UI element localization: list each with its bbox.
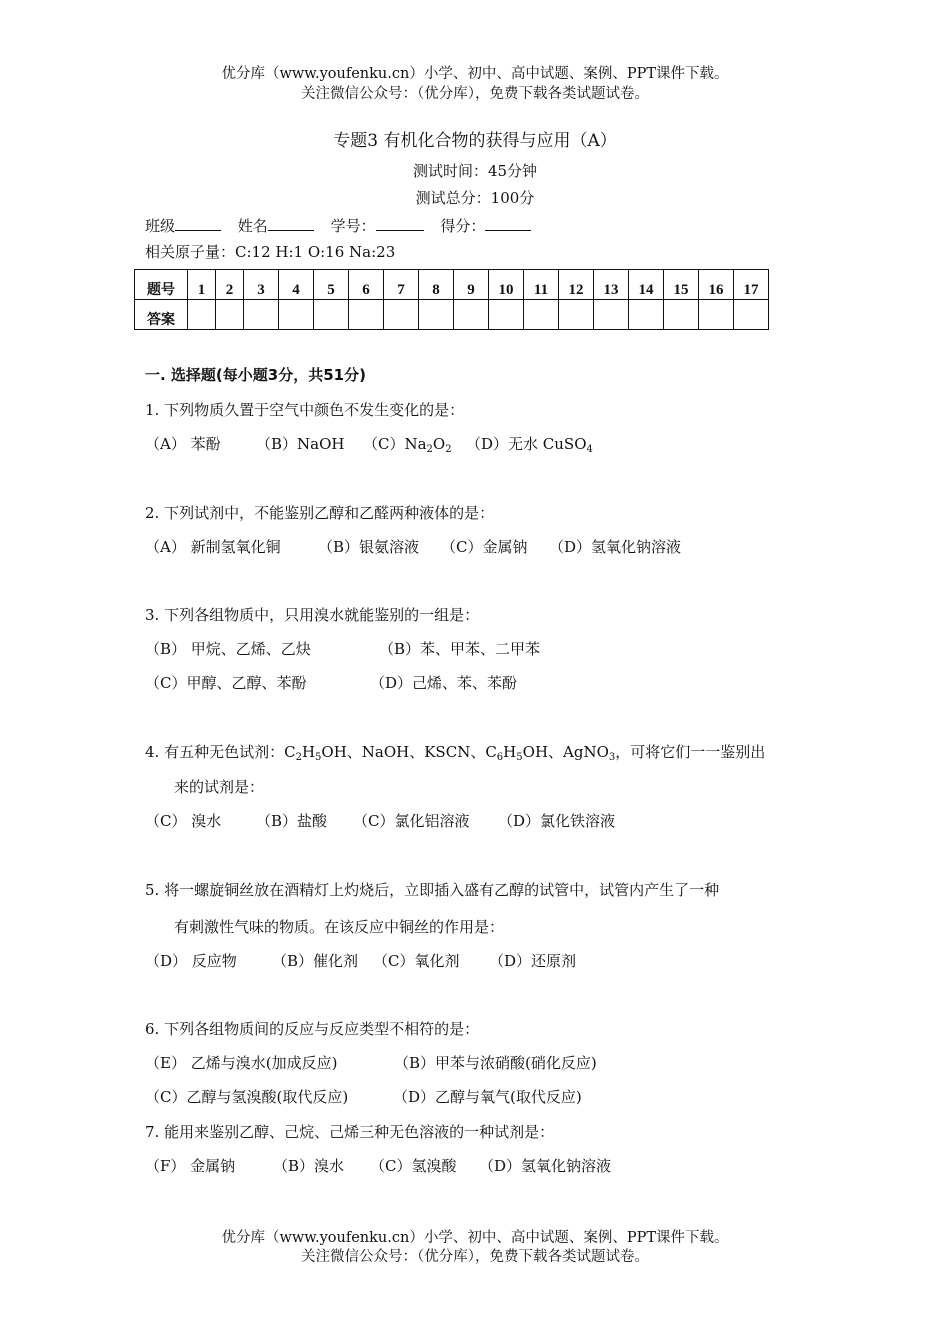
class-blank[interactable] [175,216,221,231]
question-7-stem: 7. 能用来鉴别乙醇、己烷、己烯三种无色溶液的一种试剂是： [145,1123,555,1141]
question-4-stem: 4. 有五种无色试剂：$C_2H_5OH$、NaOH、KSCN、$C_6H_5OH$、AgNO$_3$，可将它们一一鉴别出 [145,743,766,763]
answer-cell[interactable] [244,300,279,330]
question-number-cell: 16 [699,270,734,300]
page-footer-line-1: 优分库（www.youfenku.cn）小学、初中、高中试题、案例、PPT课件下载。 [221,1230,729,1246]
test-time: 测试时间：45分钟 [412,162,538,180]
question-number-cell: 11 [524,270,559,300]
q2-option-a: （A） 新制氢氧化铜 [145,538,281,556]
q4-option-b: （B）盐酸 [256,812,328,830]
answer-cell[interactable] [279,300,314,330]
question-number-cell: 9 [454,270,489,300]
answer-cell[interactable] [629,300,664,330]
q3-option-a: （B） 甲烷、乙烯、乙炔 [145,640,311,658]
question-number-cell: 6 [349,270,384,300]
question-number-cell: 10 [489,270,524,300]
score-blank[interactable] [485,216,531,231]
page-header-line-2: 关注微信公众号：（优分库），免费下载各类试题试卷。 [301,86,649,102]
q6-option-b: （B）甲苯与浓硝酸(硝化反应) [394,1054,597,1072]
question-number-cell: 5 [314,270,349,300]
q6-option-d: （D）乙醇与氧气(取代反应) [393,1088,582,1106]
page-footer-line-2: 关注微信公众号：（优分库），免费下载各类试题试卷。 [301,1249,649,1265]
q3-option-b: （B）苯、甲苯、二甲苯 [379,640,541,658]
question-number-cell: 8 [419,270,454,300]
question-number-cell: 3 [244,270,279,300]
answer-cell[interactable] [699,300,734,330]
q1-option-c: $(C)Na_2O_2$ [363,435,452,455]
q6-option-a: （E） 乙烯与溴水(加成反应) [145,1054,338,1072]
answer-cell[interactable] [559,300,594,330]
q4-option-c: （C）氯化铝溶液 [353,812,470,830]
answer-cell[interactable] [489,300,524,330]
section-heading: 一. 选择题(每小题3分，共51分) [145,366,366,384]
question-number-cell: 12 [559,270,594,300]
name-blank[interactable] [268,216,314,231]
answer-cell[interactable] [419,300,454,330]
question-2-stem: 2. 下列试剂中，不能鉴别乙醇和乙醛两种液体的是： [145,504,495,522]
q6-option-c: （C）乙醇与氢溴酸(取代反应) [145,1088,349,1106]
question-3-stem: 3. 下列各组物质中，只用溴水就能鉴别的一组是： [145,606,480,624]
answer-cell[interactable] [594,300,629,330]
question-6-stem: 6. 下列各组物质间的反应与反应类型不相符的是： [145,1020,480,1038]
q5-option-a: （D） 反应物 [145,952,237,970]
answer-table-answer-row [135,300,769,330]
q3-option-d: （D）己烯、苯、苯酚 [370,674,518,692]
row-label-question-number: 题号 [135,270,188,300]
question-number-cell: 15 [664,270,699,300]
question-number-cell: 13 [594,270,629,300]
answer-cell[interactable] [664,300,699,330]
answer-cell[interactable] [188,300,216,330]
answer-cell[interactable] [216,300,244,330]
answer-cell[interactable] [384,300,419,330]
question-5-stem: 5. 将一螺旋铜丝放在酒精灯上灼烧后，立即插入盛有乙醇的试管中，试管内产生了一种 [145,881,720,899]
question-number-cell: 4 [279,270,314,300]
answer-table [134,269,769,330]
q1-option-a: （A） 苯酚 [145,435,221,453]
q7-option-b: （B）溴水 [273,1157,345,1175]
q2-option-c: （C）金属钠 [441,538,528,556]
row-label-answer: 答案 [135,300,188,330]
question-5-stem-continued: 有刺激性气味的物质。在该反应中铜丝的作用是： [174,918,505,936]
q7-option-d: （D）氢氧化钠溶液 [479,1157,612,1175]
q2-option-d: （D）氢氧化钠溶液 [549,538,682,556]
answer-cell[interactable] [454,300,489,330]
q3-option-c: （C）甲醇、乙醇、苯酚 [145,674,307,692]
question-number-cell: 17 [734,270,769,300]
class-label: 班级 [145,217,176,235]
q4-option-a: （C） 溴水 [145,812,222,830]
atomic-masses: 相关原子量：C:12 H:1 O:16 Na:23 [145,243,396,261]
q4-option-d: （D）氯化铁溶液 [498,812,616,830]
question-number-cell: 14 [629,270,664,300]
question-number-cell: 1 [188,270,216,300]
score-label: 得分： [440,217,486,235]
q5-option-d: （D）还原剂 [489,952,577,970]
page-header-line-1: 优分库（www.youfenku.cn）小学、初中、高中试题、案例、PPT课件下载。 [221,66,729,82]
name-label: 姓名 [237,217,268,235]
answer-cell[interactable] [349,300,384,330]
student-info-line [145,215,543,236]
question-number-cell: 7 [384,270,419,300]
test-total-score: 测试总分：100分 [415,189,535,207]
q5-option-c: （C）氧化剂 [373,952,460,970]
number-label: 学号： [330,217,376,235]
page-title: 专题3 有机化合物的获得与应用（A） [333,131,617,151]
answer-table-number-row [135,270,769,300]
question-1-stem: 1. 下列物质久置于空气中颜色不发生变化的是： [145,401,465,419]
q7-option-c: （C）氢溴酸 [370,1157,457,1175]
answer-cell[interactable] [524,300,559,330]
answer-cell[interactable] [734,300,769,330]
question-number-cell: 2 [216,270,244,300]
q5-option-b: （B）催化剂 [272,952,359,970]
q2-option-b: （B）银氨溶液 [318,538,420,556]
question-4-stem-continued: 来的试剂是： [174,778,265,796]
q7-option-a: （F） 金属钠 [145,1157,236,1175]
q1-option-b: （B）NaOH [256,435,345,453]
number-blank[interactable] [376,216,424,231]
q1-option-d: （D）无水 CuSO$_4$ [466,435,593,455]
answer-cell[interactable] [314,300,349,330]
